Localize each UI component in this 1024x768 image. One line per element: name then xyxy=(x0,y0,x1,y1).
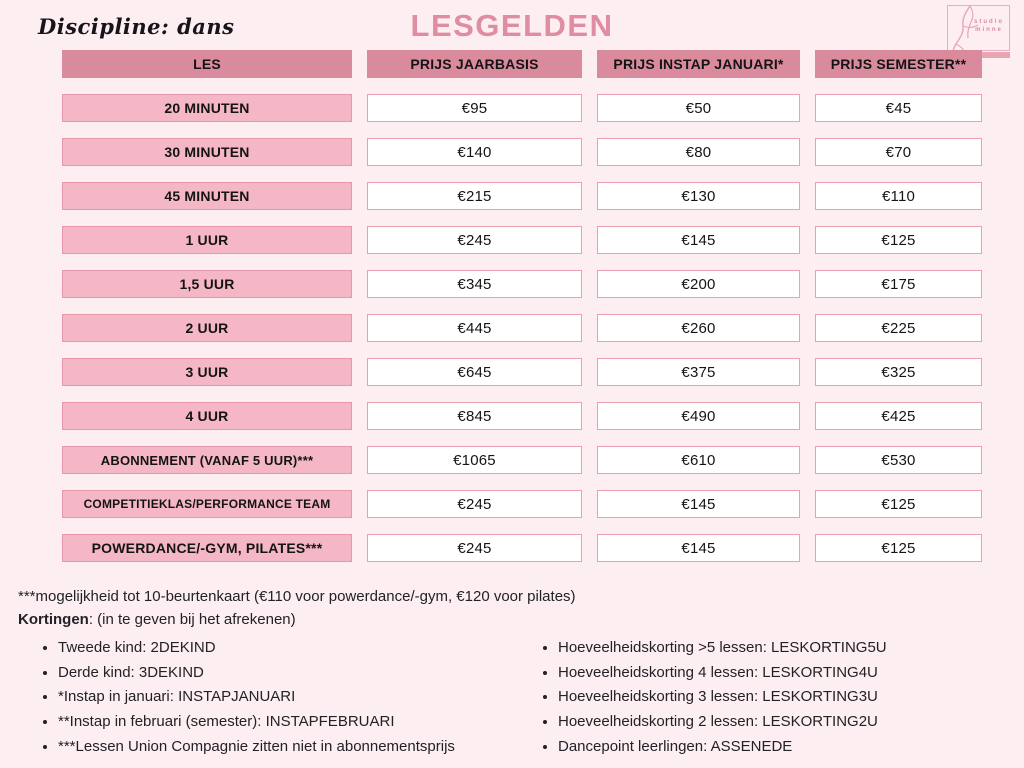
row-label: 45 MINUTEN xyxy=(62,182,352,210)
price-cell: €325 xyxy=(815,358,982,386)
price-cell: €125 xyxy=(815,490,982,518)
kortingen-heading xyxy=(18,608,1010,632)
price-cell: €345 xyxy=(367,270,582,298)
price-cell: €490 xyxy=(597,402,800,430)
price-cell: €530 xyxy=(815,446,982,474)
price-cell: €110 xyxy=(815,182,982,210)
kortingen-subtext: : (in te geven bij het afrekenen) xyxy=(88,611,296,628)
row-label: 30 MINUTEN xyxy=(62,138,352,166)
price-cell: €225 xyxy=(815,314,982,342)
row-label: COMPETITIEKLAS/PERFORMANCE TEAM xyxy=(62,490,352,518)
list-item: • Dancepoint leerlingen: ASSENEDE xyxy=(558,735,1010,760)
price-cell: €375 xyxy=(597,358,800,386)
price-cell: €245 xyxy=(367,490,582,518)
price-cell: €80 xyxy=(597,138,800,166)
list-item: • Hoeveelheidskorting 2 lessen: LESKORTING2U xyxy=(558,710,1010,735)
list-item: • Derde kind: 3DEKIND xyxy=(58,661,530,686)
price-cell: €245 xyxy=(367,534,582,562)
logo-wordmark xyxy=(974,18,1004,34)
column-header-jaarbasis: PRIJS JAARBASIS xyxy=(367,50,582,78)
logo-word-studio: studio xyxy=(974,19,1004,25)
price-cell: €125 xyxy=(815,534,982,562)
discipline-label: Discipline: dans xyxy=(38,14,235,39)
price-cell: €845 xyxy=(367,402,582,430)
column-header-instap-januari: PRIJS INSTAP JANUARI* xyxy=(597,50,800,78)
row-label: 2 UUR xyxy=(62,314,352,342)
price-cell: €125 xyxy=(815,226,982,254)
price-cell: €175 xyxy=(815,270,982,298)
discount-list-right xyxy=(530,636,1010,760)
price-cell: €95 xyxy=(367,94,582,122)
page-title: LESGELDEN xyxy=(410,8,614,43)
price-cell: €1065 xyxy=(367,446,582,474)
price-cell: €70 xyxy=(815,138,982,166)
price-cell: €445 xyxy=(367,314,582,342)
row-label: 20 MINUTEN xyxy=(62,94,352,122)
price-cell: €145 xyxy=(597,490,800,518)
list-item: • *Instap in januari: INSTAPJANUARI xyxy=(58,685,530,710)
logo-word-minne: minne xyxy=(975,27,1003,33)
price-cell: €260 xyxy=(597,314,800,342)
price-cell: €140 xyxy=(367,138,582,166)
price-table xyxy=(62,50,982,562)
column-header-les: LES xyxy=(62,50,352,78)
kortingen-label: Kortingen xyxy=(18,611,89,628)
list-item: • ***Lessen Union Compagnie zitten niet in abonnementsprijs xyxy=(58,735,530,760)
price-cell: €245 xyxy=(367,226,582,254)
list-item: • Tweede kind: 2DEKIND xyxy=(58,636,530,661)
discount-list-left xyxy=(18,636,530,760)
price-cell: €50 xyxy=(597,94,800,122)
price-cell: €645 xyxy=(367,358,582,386)
price-cell: €200 xyxy=(597,270,800,298)
beurtenkaart-note: ***mogelijkheid tot 10-beurtenkaart (€110 voor powerdance/-gym, €120 voor pilates) xyxy=(18,588,576,605)
list-item: • **Instap in februari (semester): INSTAPFEBRUARI xyxy=(58,710,530,735)
list-item: • Hoeveelheidskorting >5 lessen: LESKORTING5U xyxy=(558,636,1010,661)
list-item: • Hoeveelheidskorting 4 lessen: LESKORTING4U xyxy=(558,661,1010,686)
footer-notes xyxy=(18,585,1010,760)
price-cell: €145 xyxy=(597,226,800,254)
price-cell: €130 xyxy=(597,182,800,210)
price-cell: €610 xyxy=(597,446,800,474)
row-label: 1,5 UUR xyxy=(62,270,352,298)
price-cell: €145 xyxy=(597,534,800,562)
price-cell: €425 xyxy=(815,402,982,430)
price-cell: €215 xyxy=(367,182,582,210)
column-header-semester: PRIJS SEMESTER** xyxy=(815,50,982,78)
list-item: • Hoeveelheidskorting 3 lessen: LESKORTING3U xyxy=(558,685,1010,710)
row-label: 3 UUR xyxy=(62,358,352,386)
row-label: POWERDANCE/-GYM, PILATES*** xyxy=(62,534,352,562)
row-label: 4 UUR xyxy=(62,402,352,430)
price-cell: €45 xyxy=(815,94,982,122)
row-label: ABONNEMENT (VANAF 5 UUR)*** xyxy=(62,446,352,474)
discount-lists xyxy=(18,636,1010,760)
row-label: 1 UUR xyxy=(62,226,352,254)
